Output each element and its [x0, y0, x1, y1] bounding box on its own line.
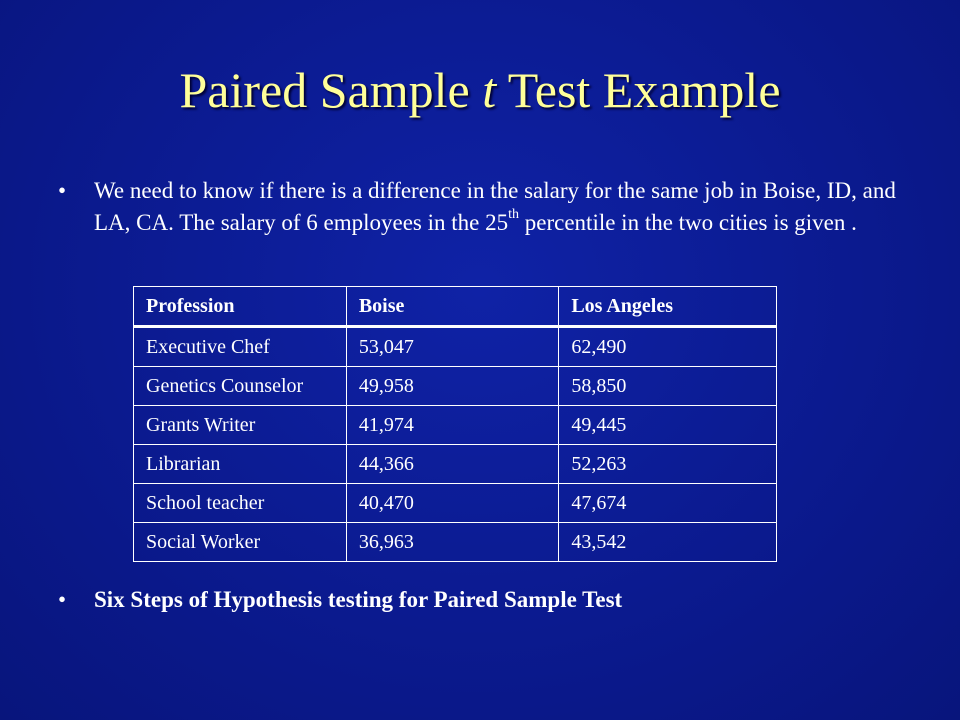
cell-boise: 49,958: [346, 367, 559, 406]
header-boise: Boise: [346, 287, 559, 327]
header-los-angeles: Los Angeles: [559, 287, 777, 327]
table-row: [134, 445, 777, 484]
cell-profession: Genetics Counselor: [134, 367, 347, 406]
cell-los-angeles: 43,542: [559, 523, 777, 562]
table-header-row: [134, 287, 777, 327]
table-row: [134, 523, 777, 562]
cell-los-angeles: 47,674: [559, 484, 777, 523]
cell-los-angeles: 52,263: [559, 445, 777, 484]
intro-text-a: We need to know if there is a difference in the salary for the same job in Boise, ID, and LA, CA. The salary of 6 employees in the 25: [94, 178, 896, 235]
title-italic-t: t: [482, 62, 497, 118]
cell-profession: Grants Writer: [134, 406, 347, 445]
cell-boise: 44,366: [346, 445, 559, 484]
title-part-2: Test Example: [496, 62, 781, 118]
cell-profession: Social Worker: [134, 523, 347, 562]
cell-los-angeles: 58,850: [559, 367, 777, 406]
salary-table: [133, 286, 777, 562]
intro-superscript: th: [508, 207, 520, 223]
bullet-icon: •: [58, 178, 67, 203]
cell-boise: 36,963: [346, 523, 559, 562]
bullet-icon: •: [58, 587, 67, 612]
cell-boise: 53,047: [346, 327, 559, 367]
table-row: [134, 367, 777, 406]
cell-profession: Executive Chef: [134, 327, 347, 367]
bullet-item-intro: [58, 175, 908, 275]
bullet-item-six-steps: [58, 584, 908, 620]
bullet-six-steps-text: Six Steps of Hypothesis testing for Paired Sample Test: [94, 587, 623, 612]
cell-los-angeles: 62,490: [559, 327, 777, 367]
slide-title: [0, 58, 960, 122]
cell-boise: 40,470: [346, 484, 559, 523]
cell-los-angeles: 49,445: [559, 406, 777, 445]
table-row: [134, 484, 777, 523]
bullet-intro-text: [94, 175, 910, 239]
table-row: [134, 327, 777, 367]
table-row: [134, 406, 777, 445]
title-part-1: Paired Sample: [179, 62, 483, 118]
cell-profession: School teacher: [134, 484, 347, 523]
cell-boise: 41,974: [346, 406, 559, 445]
header-profession: Profession: [134, 287, 347, 327]
cell-profession: Librarian: [134, 445, 347, 484]
intro-text-b: percentile in the two cities is given .: [519, 210, 857, 235]
